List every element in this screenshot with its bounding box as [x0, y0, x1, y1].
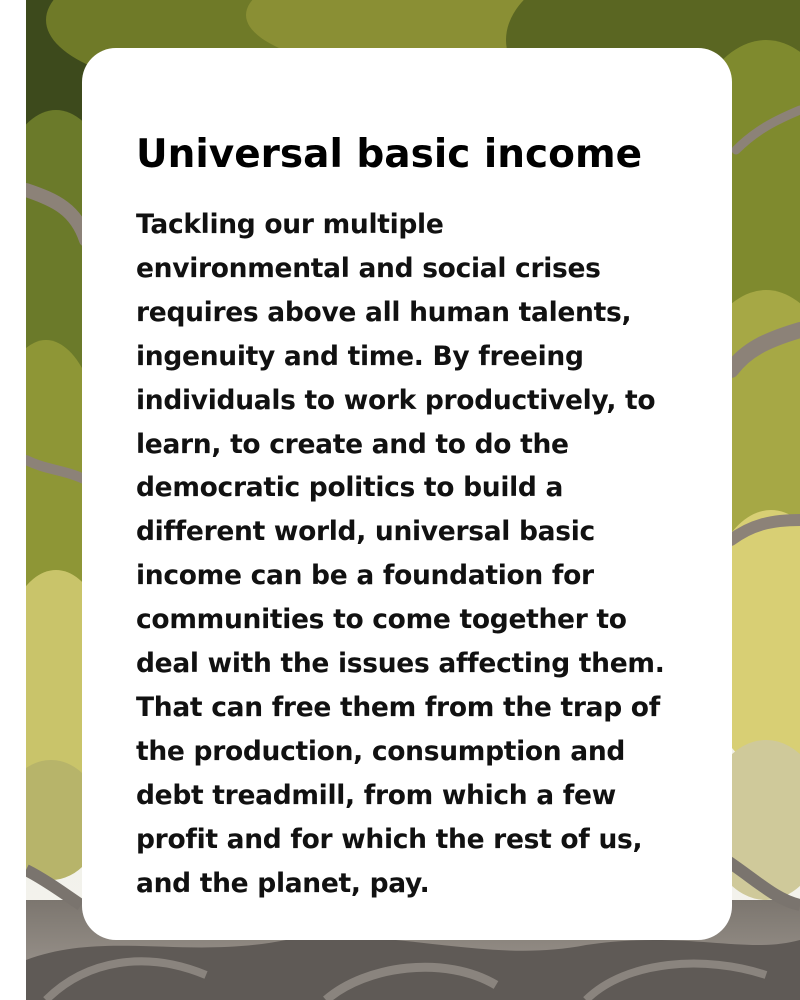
body-line: environmental and social crises — [136, 252, 601, 284]
body-line: Tackling our multiple — [136, 209, 444, 240]
body-line: the production, consumption and — [136, 735, 626, 767]
content-card — [82, 48, 732, 940]
body-line: income can be a foundation for — [136, 560, 594, 592]
body-line: and the planet, pay. — [136, 867, 430, 899]
body-line: different world, universal basic — [136, 516, 595, 548]
body-line: profit and for which the rest of us, — [136, 823, 643, 855]
body-line: individuals to work productively, to — [136, 384, 656, 416]
body-line: requires above all human talents, — [136, 296, 632, 328]
body-line: debt treadmill, from which a few — [136, 779, 616, 811]
card-body — [136, 203, 696, 906]
card-title: Universal basic income — [136, 132, 643, 177]
body-line: democratic politics to build a — [136, 472, 564, 504]
body-line: learn, to create and to do the — [136, 428, 569, 460]
body-line: communities to come together to — [136, 604, 627, 636]
body-line: ingenuity and time. By freeing — [136, 340, 584, 372]
body-line: deal with the issues affecting them. — [136, 648, 665, 680]
body-line: That can free them from the trap of — [136, 691, 660, 723]
